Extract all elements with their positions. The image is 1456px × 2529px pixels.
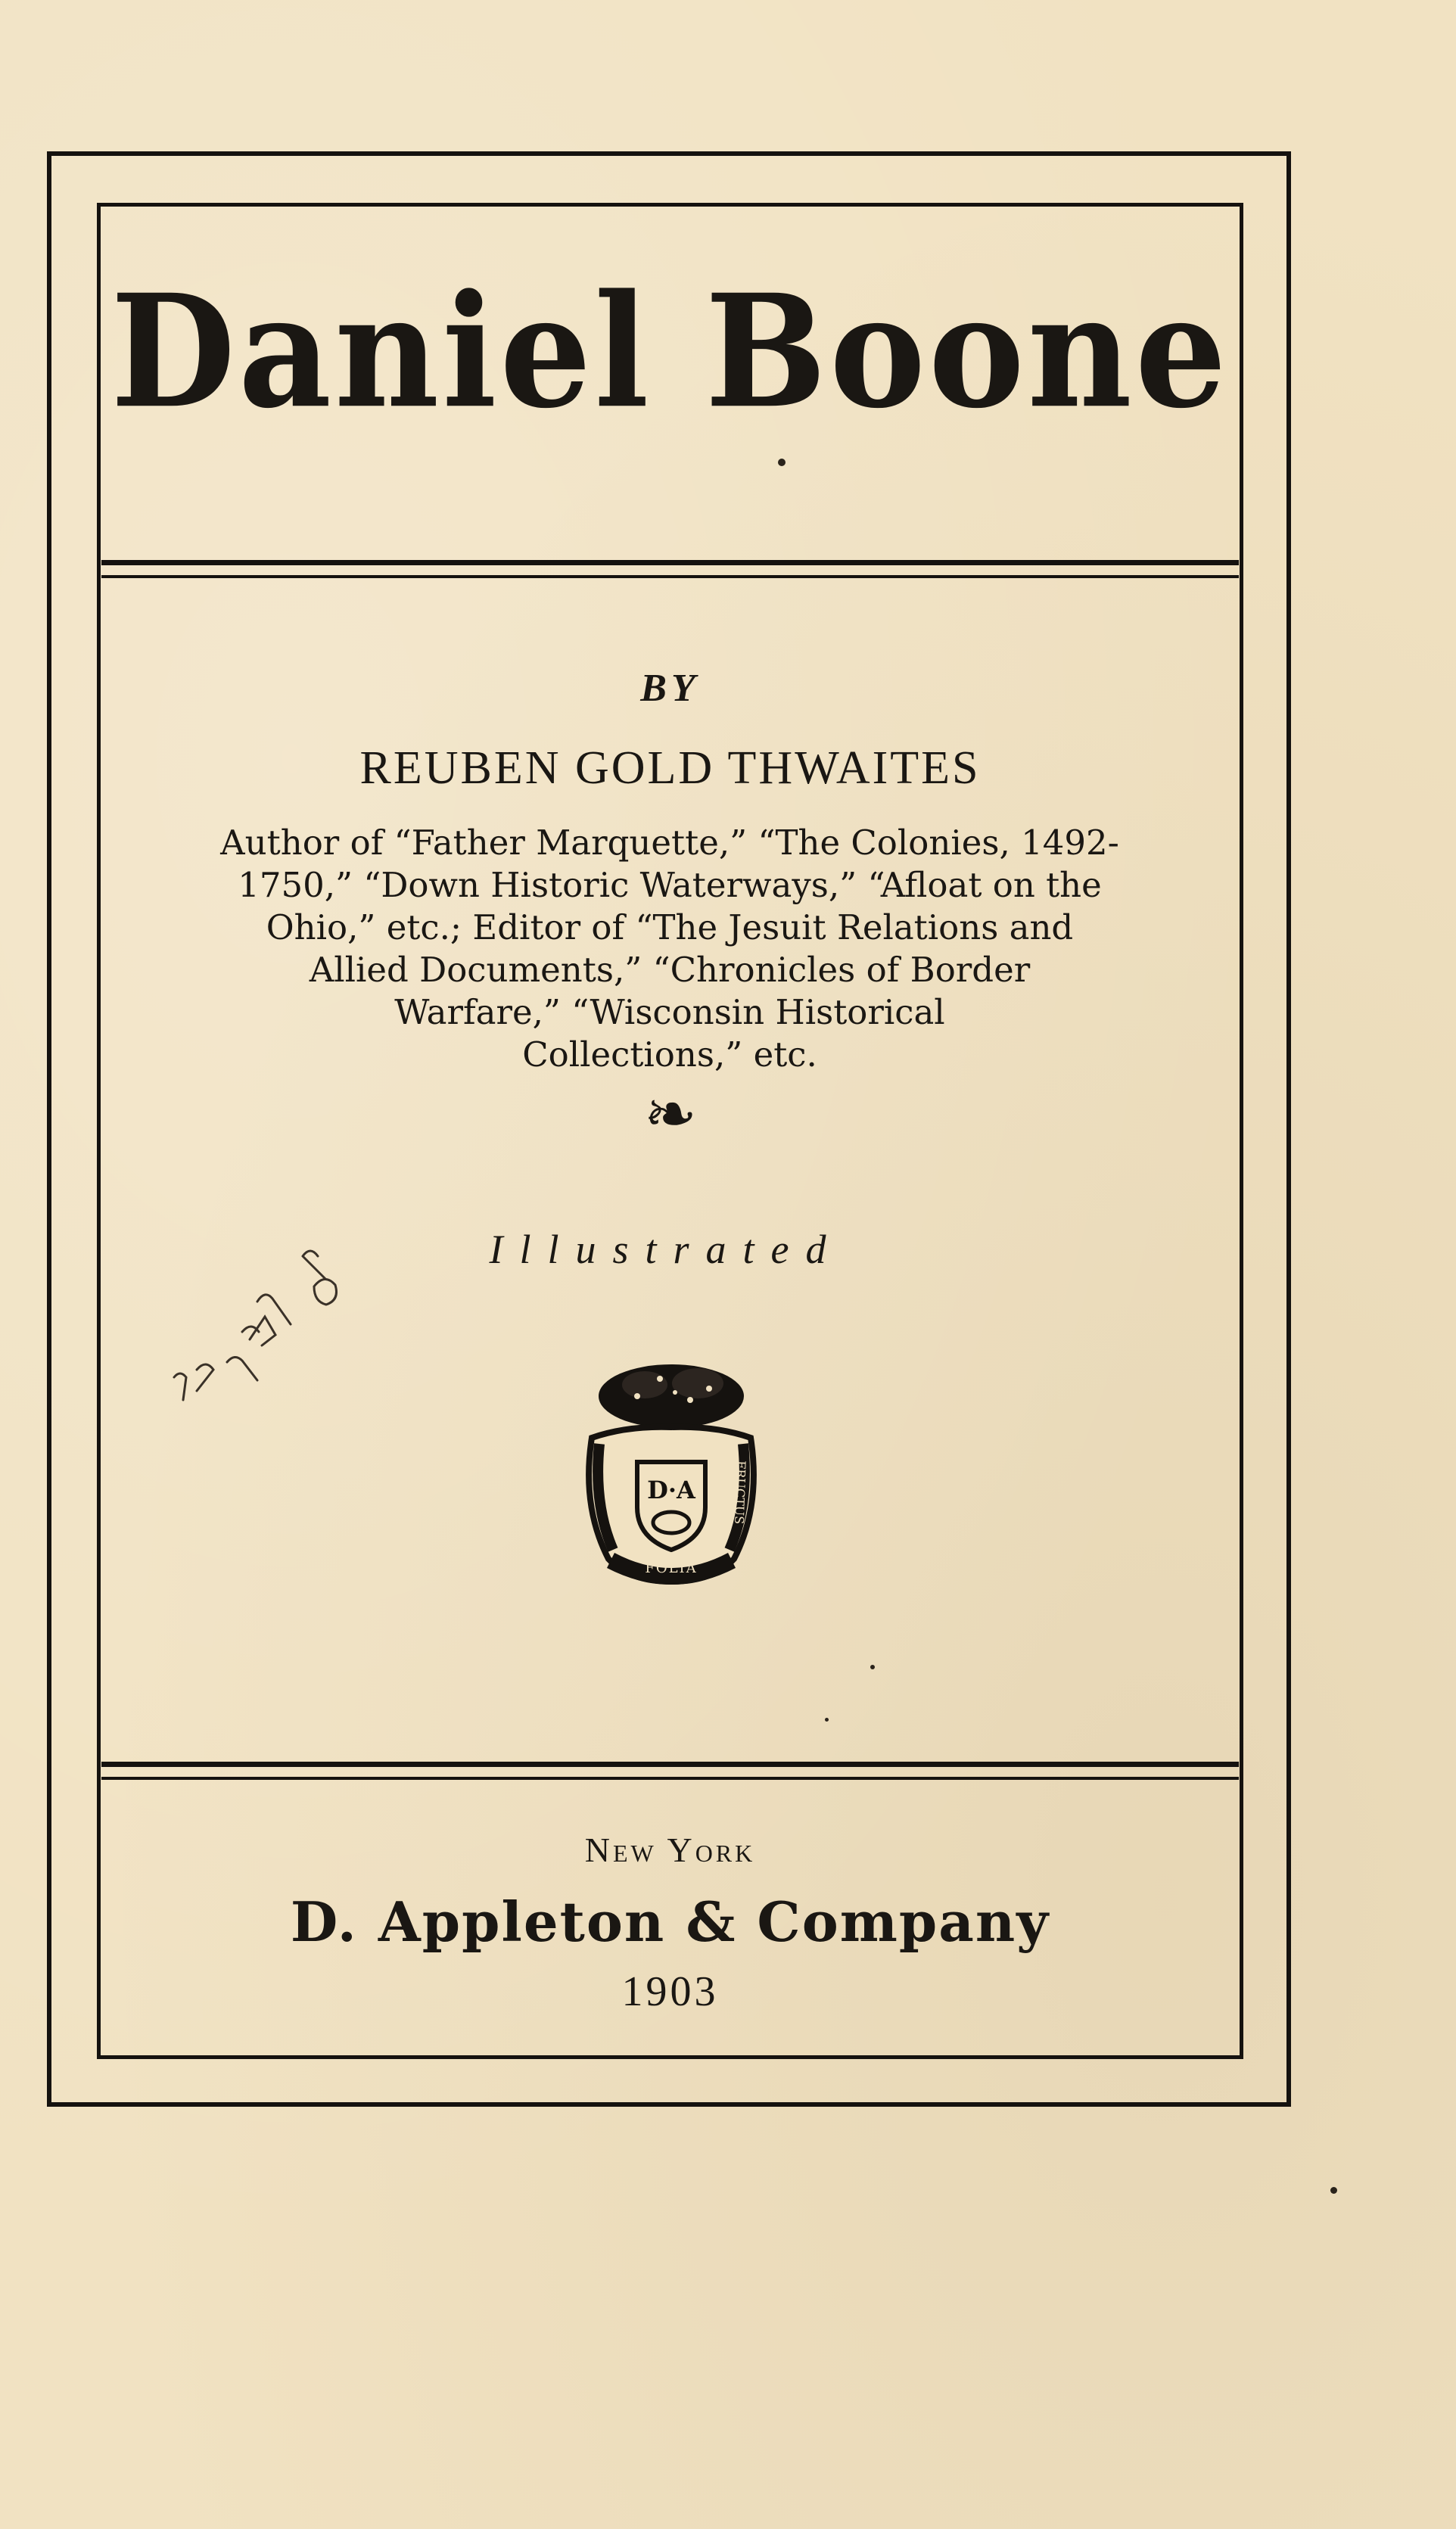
print-speck bbox=[870, 1665, 875, 1669]
author-credentials bbox=[129, 822, 1211, 1076]
print-speck bbox=[1330, 2187, 1337, 2194]
emblem-bottom-band: FOLIA bbox=[645, 1560, 698, 1576]
imprint-rule-top bbox=[101, 1762, 1239, 1767]
emblem-right-band: FRUCTUS bbox=[732, 1460, 748, 1525]
credentials-line: Collections,” etc. bbox=[522, 1034, 817, 1075]
byline: BY bbox=[640, 667, 700, 710]
illustrated-label: Illustrated bbox=[489, 1227, 843, 1272]
credentials-line: Author of “Father Marquette,” “The Colonies, 1492- bbox=[220, 823, 1119, 863]
credentials-line: 1750,” “Down Historic Waterways,” “Afloat on the bbox=[238, 865, 1102, 905]
author-name: REUBEN GOLD THWAITES bbox=[359, 742, 981, 794]
imprint-publisher: D. Appleton & Company bbox=[290, 1890, 1050, 1954]
imprint-year: 1903 bbox=[621, 1968, 719, 2015]
handwritten-pencil-marks bbox=[114, 1241, 371, 1423]
credentials-line: Allied Documents,” “Chronicles of Border bbox=[309, 950, 1031, 990]
book-title: Daniel Boone bbox=[110, 260, 1230, 443]
emblem-left-band: INTER bbox=[602, 1467, 620, 1510]
fleuron-ornament-icon: ❧ bbox=[643, 1080, 698, 1150]
print-speck bbox=[825, 1718, 829, 1722]
publisher-emblem-icon bbox=[569, 1355, 773, 1597]
title-rule-top bbox=[101, 560, 1239, 565]
credentials-line: Ohio,” etc.; Editor of “The Jesuit Relations and bbox=[266, 907, 1074, 947]
print-speck bbox=[778, 459, 786, 466]
imprint-city: New York bbox=[584, 1831, 756, 1869]
title-rule-bottom bbox=[101, 575, 1239, 578]
credentials-line: Warfare,” “Wisconsin Historical bbox=[394, 992, 945, 1032]
emblem-monogram: D·A bbox=[647, 1476, 695, 1504]
imprint-rule-bottom bbox=[101, 1777, 1239, 1780]
